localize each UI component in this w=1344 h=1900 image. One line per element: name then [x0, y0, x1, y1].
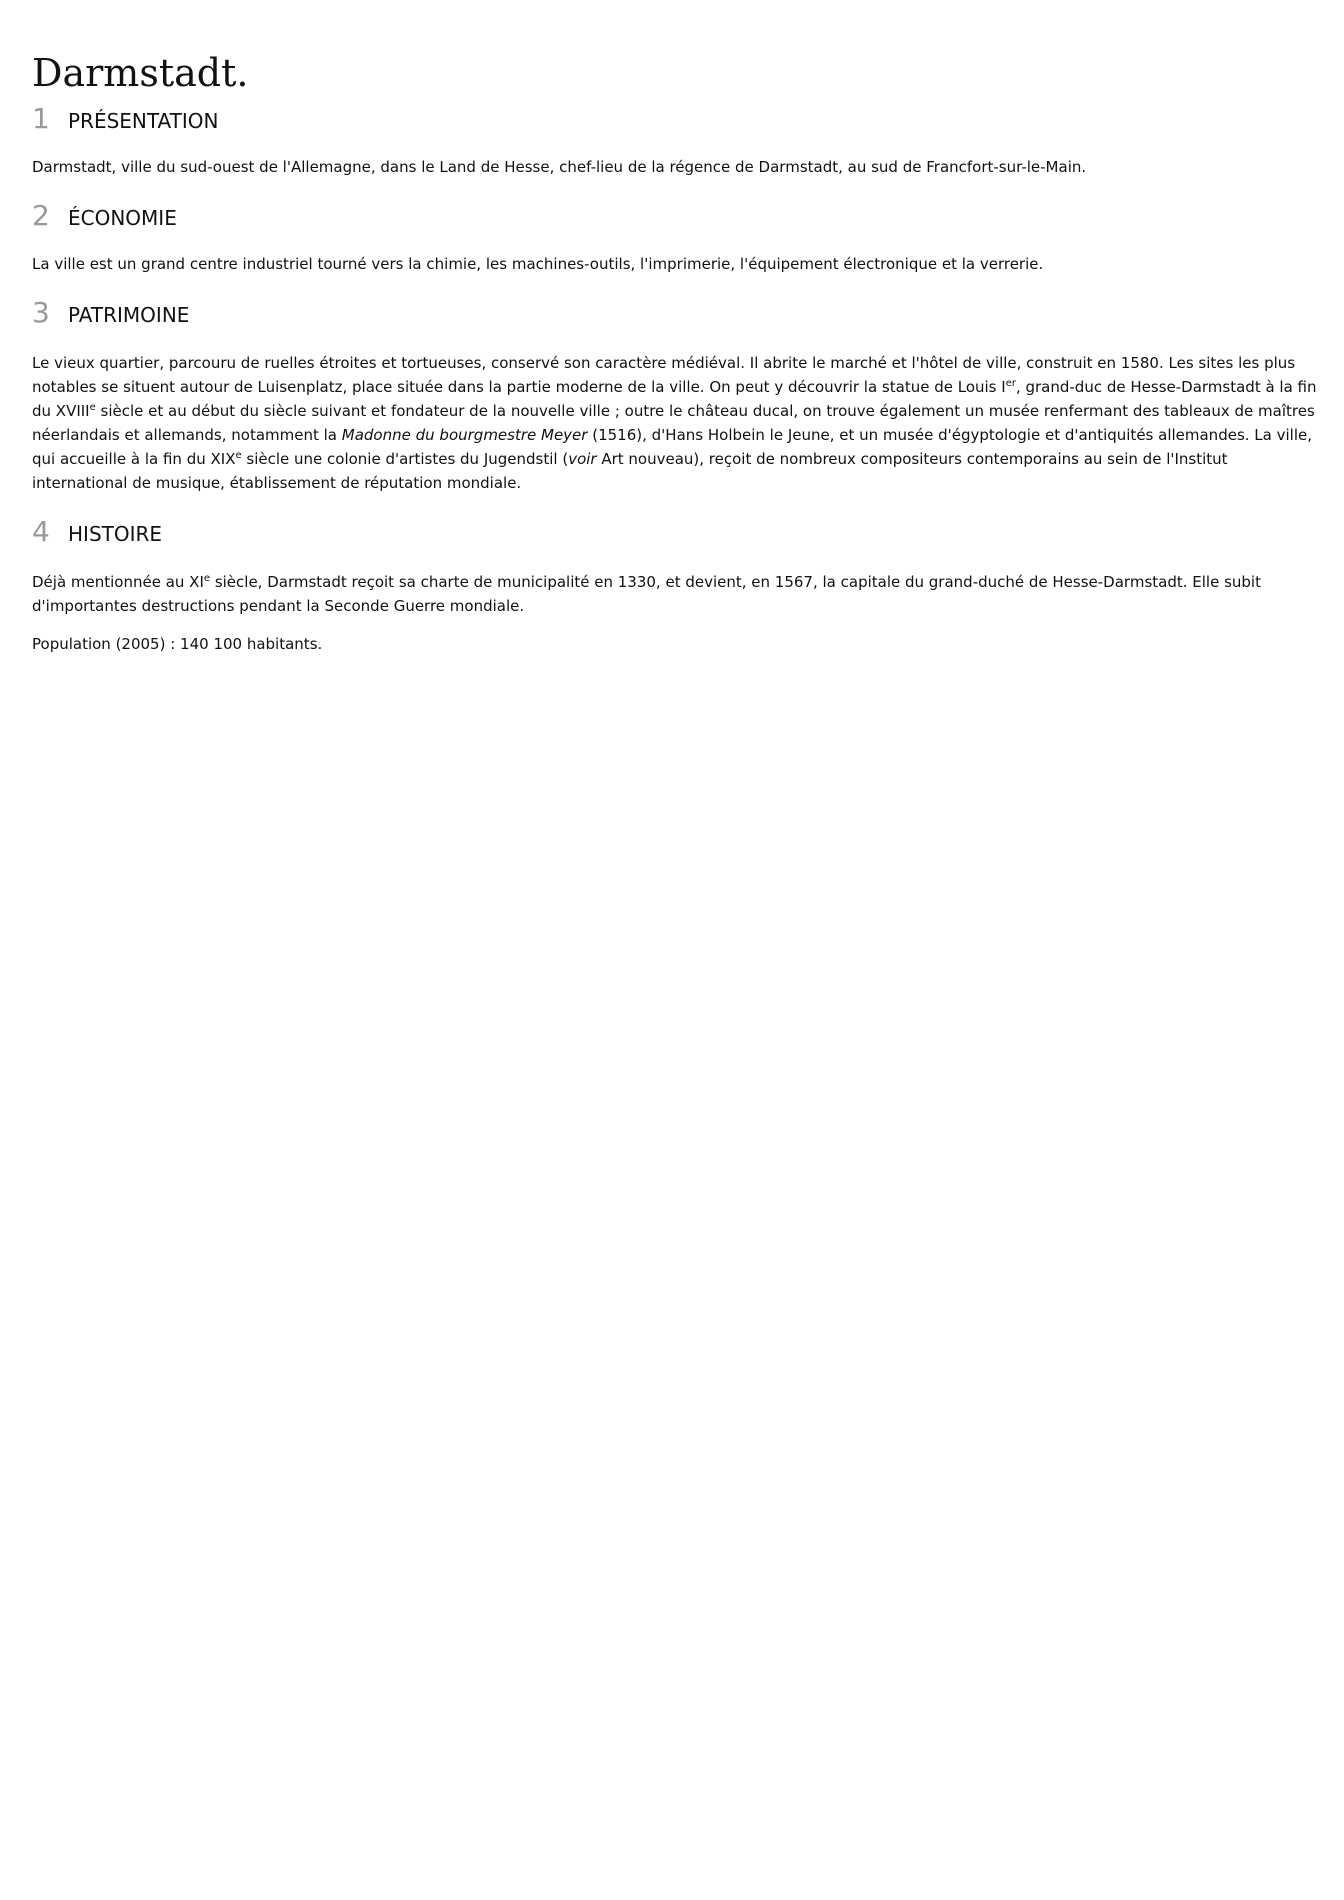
- section-title: PATRIMOINE: [68, 303, 190, 327]
- text-run: , grand-duc de Hesse-Darmstadt à la fin du XVIII: [32, 378, 1317, 420]
- section-heading-histoire: [32, 515, 1318, 548]
- section-paragraph-economie: La ville est un grand centre industriel tourné vers la chimie, les machines-outils, l'imprimerie, l'équipement électronique et la verrerie.: [32, 255, 1044, 273]
- section-title: PRÉSENTATION: [68, 109, 219, 133]
- section-number: 1: [32, 102, 50, 135]
- section-heading-presentation: [32, 102, 1318, 135]
- document-page: [32, 0, 1318, 656]
- section-number: 3: [32, 296, 50, 329]
- text-run: Déjà mentionnée au XI: [32, 573, 204, 591]
- section-heading-economie: [32, 199, 1318, 232]
- section-paragraph-presentation: Darmstadt, ville du sud-ouest de l'Allemagne, dans le Land de Hesse, chef-lieu de la régence de Darmstadt, au sud de Francfort-sur-le-Main.: [32, 158, 1087, 176]
- section-number: 2: [32, 199, 50, 232]
- section-number: 4: [32, 515, 50, 548]
- text-run: siècle, Darmstadt reçoit sa charte de municipalité en 1330, et devient, en 1567, la capitale du grand-duché de Hesse-Darmstadt. Elle subit d'importantes destructions pendant la Seconde Guerre mondiale.: [32, 573, 1261, 615]
- superscript: er: [1005, 378, 1016, 389]
- text-run: (1516), d'Hans Holbein le Jeune, et un musée d'égyptologie et d'antiquités allemandes. La ville, qui accueille à la fin du XIX: [32, 426, 1312, 468]
- page-title: Darmstadt.: [32, 51, 249, 95]
- population-line: Population (2005) : 140 100 habitants.: [32, 635, 323, 653]
- section-heading-patrimoine: [32, 296, 1318, 329]
- section-paragraph-patrimoine: [32, 351, 1318, 495]
- text-run: siècle une colonie d'artistes du Jugendstil (: [241, 450, 569, 468]
- superscript: e: [235, 450, 242, 461]
- superscript: e: [203, 573, 211, 584]
- section-paragraph-histoire: [32, 570, 1318, 618]
- section-title: HISTOIRE: [68, 522, 163, 546]
- text-run: siècle et au début du siècle suivant et fondateur de la nouvelle ville ; outre le château ducal, on trouve également un musée renfermant des tableaux de maîtres néerlandais et allemands, notamment la: [32, 402, 1315, 444]
- artwork-title: Madonne du bourgmestre Meyer: [341, 426, 588, 444]
- cross-reference-word: voir: [568, 450, 597, 468]
- section-title: ÉCONOMIE: [68, 206, 177, 230]
- superscript: e: [89, 402, 96, 413]
- text-run: Le vieux quartier, parcouru de ruelles étroites et tortueuses, conservé son caractère médiéval. Il abrite le marché et l'hôtel de ville, construit en 1580. Les sites les plus notables se situent autour de Luisenplatz, place située dans la partie moderne de la ville. On peut y découvrir la statue de Louis I: [32, 354, 1296, 396]
- text-run: Art nouveau), reçoit de nombreux compositeurs contemporains au sein de l'Institut international de musique, établissement de réputation mondiale.: [32, 450, 1228, 492]
